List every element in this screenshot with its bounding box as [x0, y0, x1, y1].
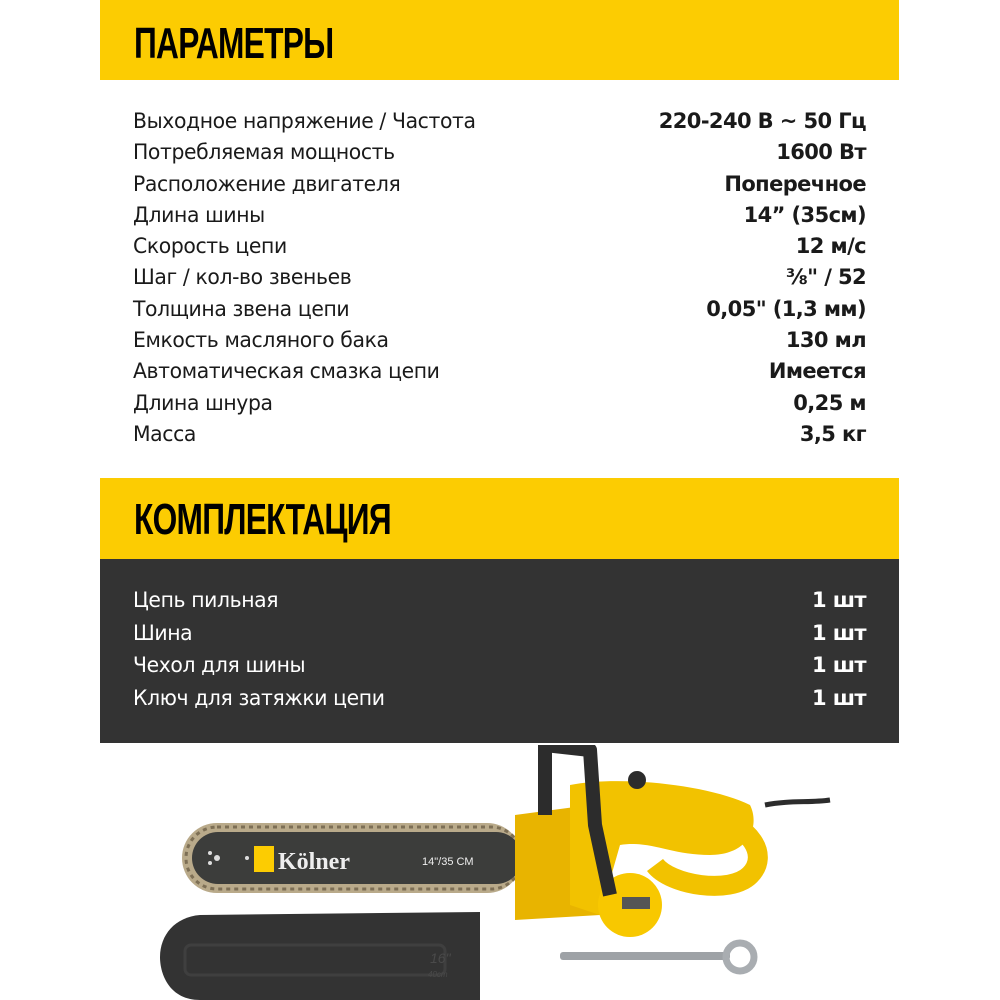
param-value: 3,5 кг	[799, 421, 866, 446]
param-row	[133, 234, 866, 265]
param-value: ⅜" / 52	[786, 265, 866, 290]
kit-value: 1 шт	[812, 653, 866, 677]
param-value: 14” (35см)	[743, 202, 866, 227]
param-value: 130 мл	[785, 328, 866, 353]
kit-label: Ключ для затяжки цепи	[133, 685, 385, 710]
param-row	[133, 265, 866, 296]
kit-value: 1 шт	[812, 620, 866, 645]
kit-row	[133, 621, 866, 654]
param-row	[133, 172, 866, 203]
kit-title: КОМПЛЕКТАЦИЯ	[134, 495, 391, 544]
kit-label: Чехол для шины	[133, 653, 306, 677]
param-label: Шаг / кол-во звеньев	[133, 265, 352, 290]
param-row	[133, 359, 866, 390]
param-value: Поперечное	[724, 171, 866, 196]
param-label: Длина шины	[133, 202, 265, 227]
kit-value: 1 шт	[812, 588, 866, 612]
kit-label: Цепь пильная	[133, 588, 279, 612]
param-value: 0,25 м	[793, 390, 866, 415]
chain-wrench	[560, 943, 754, 971]
params-list	[133, 109, 866, 453]
params-title: ПАРАМЕТРЫ	[134, 19, 334, 68]
param-row	[133, 203, 866, 234]
param-value: Имеется	[768, 359, 866, 384]
param-label: Масса	[133, 421, 197, 446]
params-header-banner	[100, 0, 899, 80]
kit-value: 1 шт	[812, 685, 866, 710]
param-label: Толщина звена цепи	[133, 296, 350, 321]
bar-label: 14"/35 CM	[422, 856, 474, 868]
bar-brand: Kölner	[278, 849, 350, 875]
param-label: Скорость цепи	[133, 234, 287, 259]
param-row	[133, 297, 866, 328]
param-label: Выходное напряжение / Частота	[133, 109, 476, 133]
chainsaw-product-image	[150, 745, 850, 1000]
param-row	[133, 328, 866, 359]
kit-row	[133, 588, 866, 621]
param-value: 1600 Вт	[776, 140, 866, 165]
kit-row	[133, 653, 866, 686]
guide-bar	[182, 823, 522, 893]
param-row	[133, 422, 866, 453]
kit-header-banner	[100, 478, 899, 559]
param-value: 12 м/с	[795, 234, 866, 259]
param-label: Емкость масляного бака	[133, 328, 389, 353]
param-value: 0,05" (1,3 мм)	[706, 296, 866, 321]
bar-cover	[160, 912, 480, 1000]
cover-label: 16"	[430, 950, 451, 966]
kit-list	[133, 588, 866, 718]
param-label: Автоматическая смазка цепи	[133, 359, 440, 384]
param-row	[133, 140, 866, 171]
param-label: Длина шнура	[133, 390, 273, 415]
param-label: Расположение двигателя	[133, 171, 401, 196]
param-label: Потребляемая мощность	[133, 140, 395, 165]
kit-label: Шина	[133, 620, 193, 645]
brand-logo-square	[254, 846, 274, 872]
kit-row	[133, 686, 866, 719]
param-row	[133, 391, 866, 422]
saw-body	[515, 745, 830, 937]
param-row	[133, 109, 866, 140]
power-cord	[765, 800, 830, 805]
param-value: 220-240 В ~ 50 Гц	[658, 109, 866, 133]
cover-sublabel: 40cm	[428, 970, 448, 979]
